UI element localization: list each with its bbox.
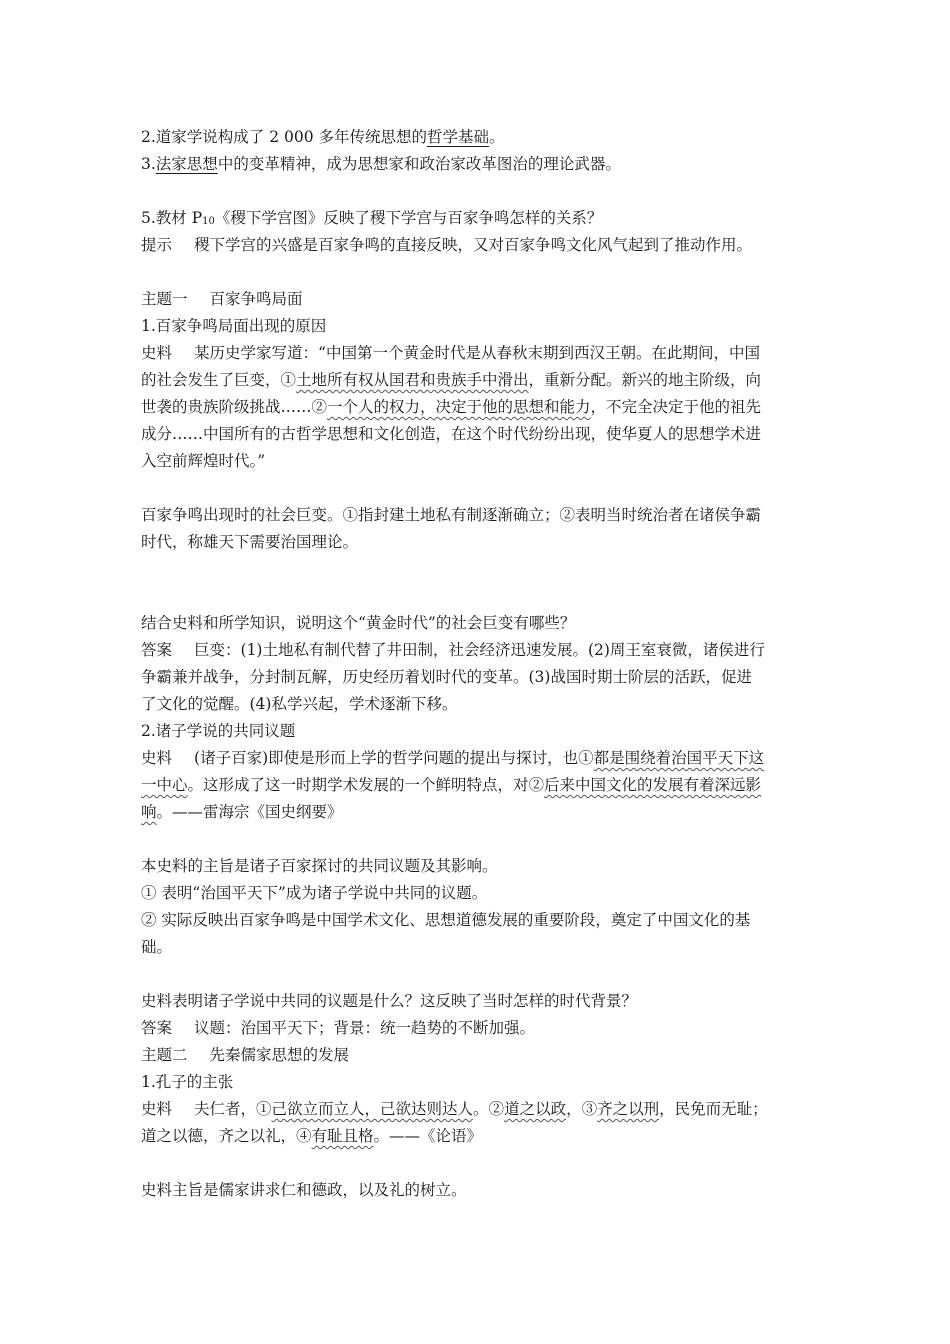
point-3: 3.法家思想中的变革精神，成为思想家和政治家改革图治的理论武器。 xyxy=(141,155,621,173)
source-label: 史料 xyxy=(141,749,173,767)
source-label: 史料 xyxy=(141,1100,173,1118)
source-3-line: 道之以德，齐之以礼，④有耻且格。——《论语》 xyxy=(141,1127,483,1145)
analysis-2: 本史料的主旨是诸子百家探讨的共同议题及其影响。 xyxy=(141,857,498,875)
wavy-underline: 己欲立而立人，己欲达则达人 xyxy=(271,1100,474,1118)
answer-1: 争霸兼并战争，分封制瓦解，历史经历着划时代的变革。(3)战国时期士阶层的活跃，促进 xyxy=(141,668,752,686)
wavy-underline: 一个人的权力，决定于他的思想和能力 xyxy=(327,398,591,416)
theme-2-heading: 主题二 先秦儒家思想的发展 xyxy=(141,1046,350,1064)
source-3-line: 史料 夫仁者，①己欲立而立人，己欲达则达人。②道之以政，③齐之以刑，民免而无耻； xyxy=(141,1100,768,1118)
answer-label: 答案 xyxy=(141,1019,173,1037)
source-2-line: 响。——雷海宗《国史纲要》 xyxy=(141,803,343,821)
subheading: 2.诸子学说的共同议题 xyxy=(141,722,296,740)
analysis-2: 础。 xyxy=(141,938,173,956)
source-1-line: 成分……中国所有的古哲学思想和文化创造，在这个时代纷纷出现，使华夏人的思想学术进 xyxy=(141,425,762,443)
source-2-line: 史料 (诸子百家)即使是形而上学的哲学问题的提出与探讨，也①都是围绕着治国平天下这 xyxy=(141,749,765,767)
source-label: 史料 xyxy=(141,344,173,362)
source-1-line: 史料 某历史学家写道：“中国第一个黄金时代是从春秋末期到西汉王朝。在此期间，中国 xyxy=(141,344,760,362)
source-1-line: 世袭的贵族阶级挑战……②一个人的权力，决定于他的思想和能力，不完全决定于他的祖先 xyxy=(141,398,762,416)
source-1-line: 的社会发生了巨变，①土地所有权从国君和贵族手中滑出，重新分配。新兴的地主阶级，向 xyxy=(141,371,762,389)
underlined-term: 法家思想 xyxy=(155,155,218,173)
point-2: 2.道家学说构成了 2 000 多年传统思想的哲学基础。 xyxy=(141,128,505,146)
hint: 提示 稷下学宫的兴盛是百家争鸣的直接反映，又对百家争鸣文化风气起到了推动作用。 xyxy=(141,236,753,254)
subheading: 1.百家争鸣局面出现的原因 xyxy=(141,317,327,335)
wavy-underline: 有耻且格 xyxy=(311,1127,374,1145)
analysis-1: 百家争鸣出现时的社会巨变。①指封建土地私有制逐渐确立；②表明当时统治者在诸侯争霸 xyxy=(141,506,762,524)
question-5: 5.教材 $P_{10}$《稷下学宫图》反映了稷下学宫与百家争鸣怎样的关系？ xyxy=(141,209,603,227)
wavy-underline: 后来中国文化的发展有着深远影 xyxy=(544,776,762,794)
analysis-3: 史料主旨是儒家讲求仁和德政，以及礼的树立。 xyxy=(141,1181,467,1199)
wavy-underline: 一中心 xyxy=(141,776,188,794)
answer-label: 答案 xyxy=(141,641,173,659)
theme-1-heading: 主题一 百家争鸣局面 xyxy=(141,290,303,308)
wavy-underline: 齐之以刑 xyxy=(597,1100,660,1118)
question-2: 史料表明诸子学说中共同的议题是什么？这反映了当时怎样的时代背景？ xyxy=(141,992,638,1010)
subheading: 1.孔子的主张 xyxy=(141,1073,234,1091)
hint-label: 提示 xyxy=(141,236,173,254)
answer-1: 答案 巨变：(1)土地私有制代替了井田制，社会经济迅速发展。(2)周王室衰微，诸侯进行 xyxy=(141,641,765,659)
source-2-line: 一中心。这形成了这一时期学术发展的一个鲜明特点，对②后来中国文化的发展有着深远影 xyxy=(141,776,762,794)
wavy-underline: 响 xyxy=(141,803,157,821)
document-body xyxy=(141,124,811,1204)
answer-2: 答案 议题：治国平天下；背景：统一趋势的不断加强。 xyxy=(141,1019,536,1037)
wavy-underline: 道之以政 xyxy=(504,1100,567,1118)
source-1-line: 入空前辉煌时代。” xyxy=(141,452,266,470)
analysis-2: ① 表明“治国平天下”成为诸子学说中共同的议题。 xyxy=(141,884,488,902)
analysis-1: 时代，称雄天下需要治国理论。 xyxy=(141,533,359,551)
wavy-underline: 都是围绕着治国平天下这 xyxy=(593,749,765,767)
underlined-term: 哲学基础 xyxy=(427,128,490,146)
question-1: 结合史料和所学知识，说明这个“黄金时代”的社会巨变有哪些？ xyxy=(141,614,576,632)
wavy-underline: 土地所有权从国君和贵族手中滑出 xyxy=(296,371,529,389)
answer-1: 了文化的觉醒。(4)私学兴起，学术逐渐下移。 xyxy=(141,695,458,713)
analysis-2: ② 实际反映出百家争鸣是中国学术文化、思想道德发展的重要阶段，奠定了中国文化的基 xyxy=(141,911,751,929)
